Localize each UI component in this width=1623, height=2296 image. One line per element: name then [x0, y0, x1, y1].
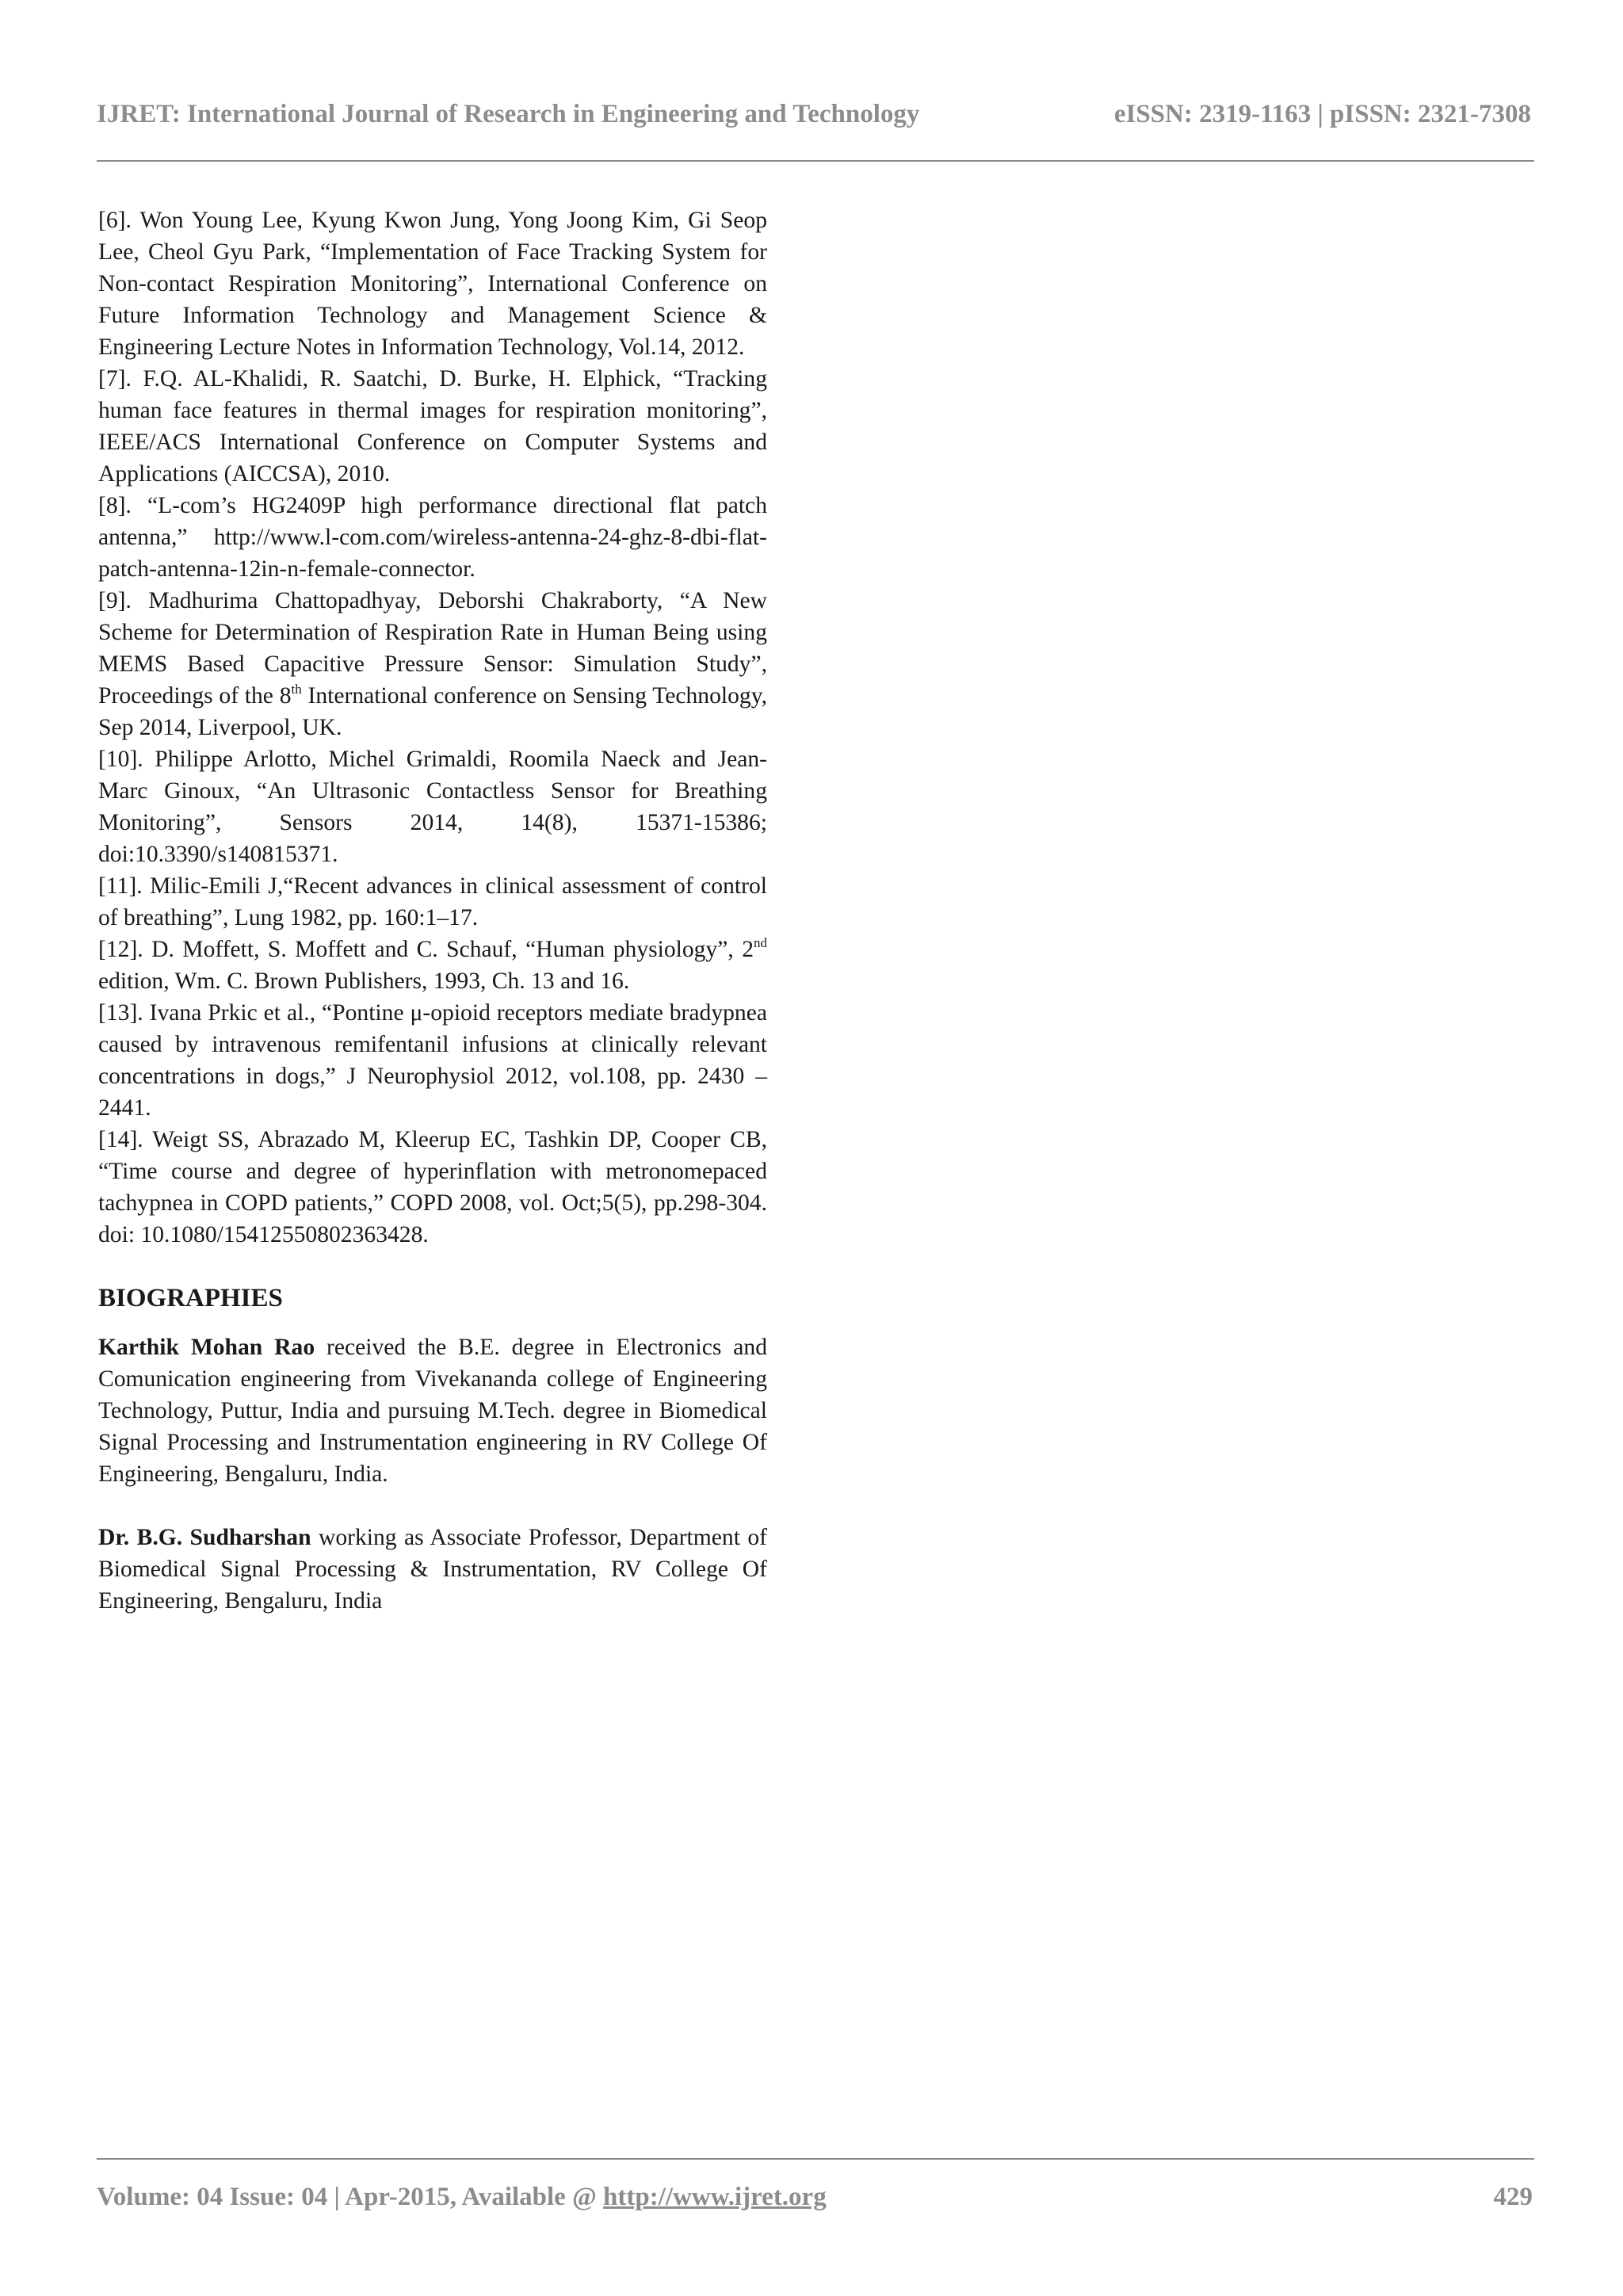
reference-item: [8]. “L-com’s HG2409P high performance directional flat patch antenna,” http://www.l-com.com/wireless-antenna-24-ghz-8-dbi-flat-patch-antenna-12in-n-female-connector.: [98, 493, 767, 582]
reference-item: [98, 585, 767, 743]
journal-link[interactable]: http://www.ijret.org: [603, 2183, 827, 2211]
volume-info: [97, 2183, 827, 2212]
volume-text: Volume: 04 Issue: 04 | Apr-2015, Available @: [97, 2183, 604, 2211]
reference-item: [10]. Philippe Arlotto, Michel Grimaldi, Roomila Naeck and Jean-Marc Ginoux, “An Ultrasonic Contactless Sensor for Breathing Monitoring”, Sensors 2014, 14(8), 15371-15386; doi:10.3390/s140815371.: [98, 747, 767, 867]
reference-text: [9]. Madhurima Chattopadhyay, Deborshi Chakraborty, “A New Scheme for Determination of Respiration Rate in Human Being using MEMS Based Capacitive Pressure Sensor: Simulation Study”, Proceedings of the 8: [98, 588, 767, 709]
journal-title: IJRET: International Journal of Research in Engineering and Technology: [97, 100, 920, 128]
author-name: Dr. B.G. Sudharshan: [98, 1525, 311, 1550]
biography: [98, 1331, 767, 1490]
superscript: nd: [754, 935, 767, 950]
reference-list: [98, 204, 767, 1251]
biography-text: working as Associate Professor, Department of Biomedical Signal Processing & Instrumentation, RV College Of Engineering, Bengaluru, India: [98, 1525, 767, 1614]
author-name: Karthik Mohan Rao: [98, 1335, 315, 1360]
page-number: 429: [1493, 2183, 1533, 2211]
biography: [98, 1522, 767, 1617]
footer-divider: [97, 2158, 1534, 2160]
reference-item: [7]. F.Q. AL-Khalidi, R. Saatchi, D. Burke, H. Elphick, “Tracking human face features in thermal images for respiration monitoring”, IEEE/ACS International Conference on Computer Systems and Applications (AICCSA), 2010.: [98, 366, 767, 487]
section-heading: BIOGRAPHIES: [98, 1284, 283, 1312]
reference-item: [6]. Won Young Lee, Kyung Kwon Jung, Yong Joong Kim, Gi Seop Lee, Cheol Gyu Park, “Implementation of Face Tracking System for Non-contact Respiration Monitoring”, International Conference on Future Information Technology and Management Science & Engineering Lecture Notes in Information Technology, Vol.14, 2012.: [98, 208, 767, 360]
reference-text: International conference on Sensing Technology, Sep 2014, Liverpool, UK.: [98, 683, 767, 740]
reference-text: edition, Wm. C. Brown Publishers, 1993, Ch. 13 and 16.: [98, 968, 630, 994]
journal-issn: eISSN: 2319-1163 | pISSN: 2321-7308: [1113, 100, 1531, 128]
reference-text: [12]. D. Moffett, S. Moffett and C. Schauf, “Human physiology”, 2: [98, 937, 754, 962]
reference-item: [13]. Ivana Prkic et al., “Pontine μ-opioid receptors mediate bradypnea caused by intravenous remifentanil infusions at clinically relevant concentrations in dogs,” J Neurophysiol 2012, vol.108, pp. 2430 –2441.: [98, 1000, 767, 1121]
biography-text: received the B.E. degree in Electronics and Comunication engineering from Vivekananda college of Engineering Technology, Puttur, India and pursuing M.Tech. degree in Biomedical Signal Processing and Instrumentation engineering in RV College Of Engineering, Bengaluru, India.: [98, 1335, 767, 1487]
reference-item: [11]. Milic-Emili J,“Recent advances in clinical assessment of control of breathing”, Lung 1982, pp. 160:1–17.: [98, 873, 767, 930]
left-column: [98, 204, 767, 1617]
header-divider: [97, 160, 1534, 162]
superscript: th: [291, 682, 302, 697]
reference-item: [98, 934, 767, 997]
reference-item: [14]. Weigt SS, Abrazado M, Kleerup EC, Tashkin DP, Cooper CB, “Time course and degree of hyperinflation with metronomepaced tachypnea in COPD patients,” COPD 2008, vol. Oct;5(5), pp.298-304. doi: 10.1080/15412550802363428.: [98, 1127, 767, 1247]
